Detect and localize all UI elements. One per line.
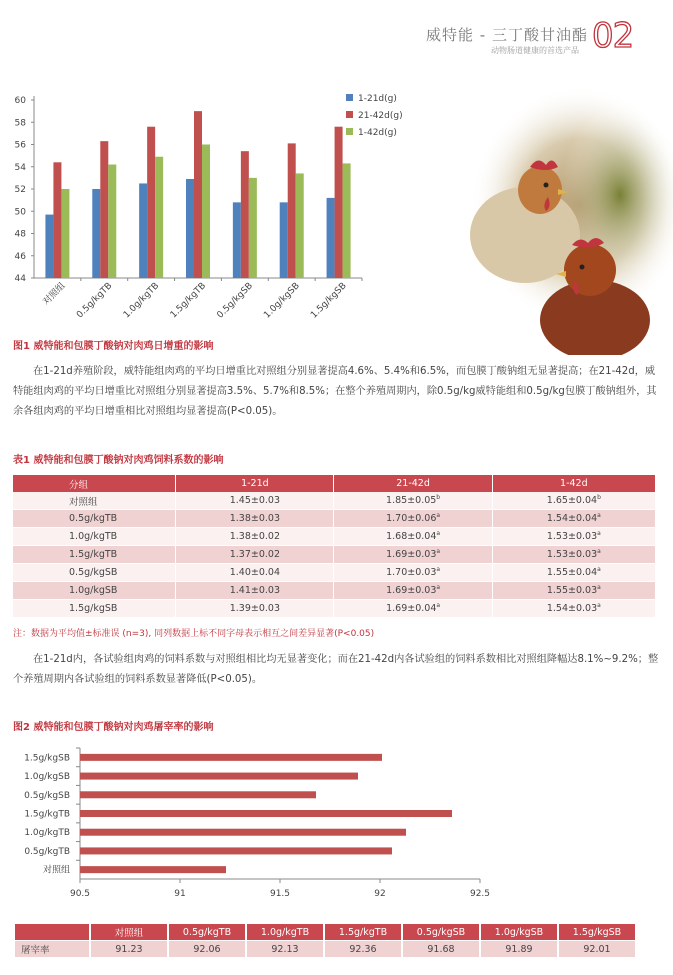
bar <box>139 183 147 278</box>
table1-caption: 表1 威特能和包膜丁酸钠对肉鸡饲料系数的影响 <box>13 455 224 466</box>
y-tick-label: 56 <box>14 140 26 151</box>
table2-row-label: 屠宰率 <box>15 941 89 957</box>
slaughter-rate-table <box>13 923 637 958</box>
table-row <box>13 492 656 510</box>
significance-letter: a <box>597 602 601 610</box>
chart1-legend <box>346 94 403 138</box>
table-cell <box>13 564 176 582</box>
cell-value: 1.68±0.04 <box>386 531 437 543</box>
significance-letter: a <box>597 566 601 574</box>
bar <box>80 810 452 817</box>
x-tick-label: 91.5 <box>269 889 291 899</box>
cell-value: 1.69±0.04 <box>386 603 437 615</box>
table-cell <box>334 582 492 600</box>
bar <box>147 127 155 278</box>
x-tick-label: 92.5 <box>469 889 491 899</box>
significance-letter: a <box>597 512 601 520</box>
table2-header-cell: 1.0g/kgTB <box>247 924 323 940</box>
legend-label: 1-21d(g) <box>358 94 397 104</box>
bar <box>92 189 100 278</box>
cell-value: 0.5g/kgTB <box>69 513 118 524</box>
bar <box>194 111 202 278</box>
table-cell <box>176 528 334 546</box>
bar <box>202 145 210 279</box>
y-tick-label: 54 <box>14 162 26 173</box>
table2-value-cell: 92.13 <box>247 941 323 957</box>
y-tick-label: 44 <box>14 274 26 284</box>
bar <box>186 179 194 278</box>
brand-subtitle: 动物肠道健康的首选产品 <box>491 46 579 55</box>
y-tick-label: 0.5g/kgSB <box>24 790 70 801</box>
chicken-photo <box>430 85 673 355</box>
table-row <box>13 600 656 618</box>
table-cell <box>492 546 655 564</box>
significance-letter: a <box>597 584 601 592</box>
bar <box>80 847 392 854</box>
table-row <box>13 510 656 528</box>
table-header-cell: 1-42d <box>492 475 655 492</box>
cell-value: 0.5g/kgSB <box>69 567 118 578</box>
table-row <box>13 582 656 600</box>
cell-value: 1.45±0.03 <box>229 495 280 506</box>
brand-title: 威特能 - 三丁酸甘油酯 <box>426 26 588 44</box>
paragraph-daily-gain: 在1-21d养殖阶段，威特能组肉鸡的平均日增重比对照组分别显著提高4.6%、5.4%和6.5%，而包膜丁酸钠组无显著提高；在21-42d，威特能组肉鸡的平均日增重比对照组分别显著提高3.5%、5.7%和8.5%；在整个养殖周期内，除0.5g/kg威特能组和0.5g/kg包膜丁酸钠组外，其余各组肉鸡的平均日增重相比对照组均显著提高(P<0.05)。 <box>13 366 657 417</box>
paragraph-feed-conversion: 在1-21d内，各试验组肉鸡的饲料系数与对照组相比均无显著变化；而在21-42d内各试验组的饲料系数相比对照组降幅达8.1%~9.2%；整个养殖周期内各试验组的饲料系数显著降低(P<0.05)。 <box>13 654 659 685</box>
cell-value: 1.37±0.02 <box>229 549 280 560</box>
significance-letter: b <box>597 494 601 502</box>
table-cell <box>176 510 334 528</box>
page-number-graphic <box>592 17 654 51</box>
y-tick-label: 1.5g/kgSB <box>24 753 70 764</box>
table-cell <box>13 492 176 510</box>
x-tick-label: 1.5g/kgTB <box>168 281 209 321</box>
table-cell <box>492 600 655 618</box>
table1-note: 注：数据为平均值±标准误 (n=3), 同列数据上标不同字母表示相互之间差异显著(P<0.05) <box>13 629 375 639</box>
cell-value: 1.69±0.03 <box>386 585 437 597</box>
table2-header-cell: 1.5g/kgSB <box>559 924 635 940</box>
cell-value: 1.5g/kgTB <box>69 549 118 560</box>
cell-value: 1.69±0.03 <box>386 549 437 561</box>
table-cell <box>492 564 655 582</box>
table-row <box>13 546 656 564</box>
y-tick-label: 1.0g/kgTB <box>24 828 70 839</box>
table-row <box>13 528 656 546</box>
bar <box>61 189 69 278</box>
cell-value: 1.85±0.05 <box>386 495 437 507</box>
significance-letter: a <box>436 566 441 574</box>
cell-value: 1.0g/kgSB <box>69 585 118 596</box>
table-cell <box>176 564 334 582</box>
cell-value: 1.53±0.03 <box>546 531 598 543</box>
table2-value-row <box>15 941 635 957</box>
bar <box>80 791 316 798</box>
x-tick-label: 1.0g/kgTB <box>121 281 162 321</box>
bar <box>296 173 304 278</box>
significance-letter: a <box>597 530 601 538</box>
significance-letter: a <box>436 548 441 556</box>
y-tick-label: 50 <box>14 207 26 218</box>
significance-letter: b <box>436 494 441 502</box>
table2-header-cell: 1.0g/kgSB <box>481 924 557 940</box>
table2-header-cell: 1.5g/kgTB <box>325 924 401 940</box>
x-tick-label: 0.5g/kgTB <box>75 281 115 321</box>
legend-swatch <box>346 94 353 101</box>
table2-value-cell: 92.36 <box>325 941 401 957</box>
table2-header-cell: 0.5g/kgSB <box>403 924 479 940</box>
bar <box>280 202 288 278</box>
cell-value: 1.5g/kgSB <box>69 603 118 614</box>
table-cell <box>334 492 492 510</box>
table2-value-cell: 92.06 <box>169 941 245 957</box>
bar <box>343 163 351 278</box>
table2-header-cell: 对照组 <box>91 924 167 940</box>
table2-header-row <box>15 924 635 940</box>
bar <box>80 754 382 761</box>
table-header-cell: 1-21d <box>176 475 334 492</box>
cell-value: 1.53±0.03 <box>546 549 598 561</box>
bar <box>335 127 343 278</box>
bar <box>155 157 163 278</box>
table-cell <box>13 510 176 528</box>
table-cell <box>13 600 176 618</box>
cell-value: 对照组 <box>69 496 98 508</box>
significance-letter: a <box>597 548 601 556</box>
chart2-bars <box>80 754 452 873</box>
table-header-cell: 分组 <box>13 475 176 492</box>
table-cell <box>492 582 655 600</box>
bar <box>80 829 406 836</box>
y-tick-label: 1.0g/kgSB <box>24 772 70 783</box>
table-cell <box>176 582 334 600</box>
bar <box>80 773 358 780</box>
x-tick-label: 1.0g/kgSB <box>262 281 302 321</box>
table2-value-cell: 91.68 <box>403 941 479 957</box>
table-cell <box>13 546 176 564</box>
table-cell <box>492 510 655 528</box>
table-cell <box>334 546 492 564</box>
y-tick-label: 52 <box>14 185 26 195</box>
y-tick-label: 46 <box>14 251 26 262</box>
table-cell <box>492 528 655 546</box>
bar <box>80 866 226 873</box>
cell-value: 1.55±0.03 <box>546 585 598 597</box>
bar <box>241 151 249 278</box>
x-tick-label: 92 <box>374 889 386 899</box>
cell-value: 1.54±0.04 <box>546 513 598 525</box>
figure2-caption: 图2 威特能和包膜丁酸钠对肉鸡屠宰率的影响 <box>13 722 214 733</box>
cell-value: 1.65±0.04 <box>546 495 598 507</box>
y-tick-label: 1.5g/kgTB <box>24 809 70 820</box>
x-tick-label: 91 <box>174 889 186 899</box>
table1-body <box>13 492 656 618</box>
cell-value: 1.54±0.03 <box>546 603 598 615</box>
table2-header-cell: 0.5g/kgTB <box>169 924 245 940</box>
significance-letter: a <box>436 602 441 610</box>
table2-corner-cell <box>15 924 89 940</box>
cell-value: 1.39±0.03 <box>229 603 280 614</box>
cell-value: 1.0g/kgTB <box>69 531 118 542</box>
cell-value: 1.70±0.06 <box>386 513 437 525</box>
table-cell <box>176 600 334 618</box>
table-cell <box>13 528 176 546</box>
legend-label: 1-42d(g) <box>358 128 397 138</box>
significance-letter: a <box>436 584 441 592</box>
y-tick-label: 0.5g/kgTB <box>24 846 70 857</box>
page-number <box>592 17 654 59</box>
table-cell <box>176 546 334 564</box>
bar <box>288 143 296 278</box>
cell-value: 1.38±0.02 <box>229 531 280 542</box>
cell-value: 1.38±0.03 <box>229 513 280 524</box>
x-tick-label: 0.5g/kgSB <box>215 281 255 321</box>
table-header-cell: 21-42d <box>334 475 492 492</box>
y-tick-label: 60 <box>14 96 26 106</box>
figure1-caption: 图1 威特能和包膜丁酸钠对肉鸡日增重的影响 <box>13 341 214 352</box>
daily-gain-chart <box>0 88 430 338</box>
chart1-bars <box>45 111 350 278</box>
bar <box>233 202 241 278</box>
cell-value: 1.55±0.04 <box>546 567 598 579</box>
slaughter-rate-chart <box>0 740 673 905</box>
page-number-text: 02 <box>592 17 634 51</box>
cell-value: 1.40±0.04 <box>229 567 280 578</box>
table-row <box>13 564 656 582</box>
table2-value-cell: 91.89 <box>481 941 557 957</box>
bar <box>327 198 335 278</box>
bar <box>108 165 116 278</box>
x-tick-label: 90.5 <box>69 889 91 899</box>
table-cell <box>13 582 176 600</box>
y-tick-label: 48 <box>14 229 26 240</box>
table-header-row <box>13 475 656 492</box>
table2-value-cell: 92.01 <box>559 941 635 957</box>
legend-label: 21-42d(g) <box>358 111 403 121</box>
cell-value: 1.70±0.03 <box>386 567 437 579</box>
table-cell <box>176 492 334 510</box>
bar <box>100 141 108 278</box>
x-tick-label: 1.5g/kgSB <box>309 281 349 321</box>
bar <box>249 178 257 278</box>
legend-swatch <box>346 128 353 135</box>
legend-swatch <box>346 111 353 118</box>
table-cell <box>492 492 655 510</box>
feed-conversion-table <box>13 475 656 618</box>
table-cell <box>334 564 492 582</box>
y-tick-label: 58 <box>14 118 26 129</box>
bar <box>53 162 61 278</box>
table-cell <box>334 600 492 618</box>
significance-letter: a <box>436 512 441 520</box>
bar <box>45 215 53 278</box>
table-cell <box>334 510 492 528</box>
cell-value: 1.41±0.03 <box>229 585 280 596</box>
table2-value-cell: 91.23 <box>91 941 167 957</box>
y-tick-label: 对照组 <box>42 865 70 876</box>
significance-letter: a <box>436 530 441 538</box>
x-tick-label: 对照组 <box>41 281 68 308</box>
table-cell <box>334 528 492 546</box>
